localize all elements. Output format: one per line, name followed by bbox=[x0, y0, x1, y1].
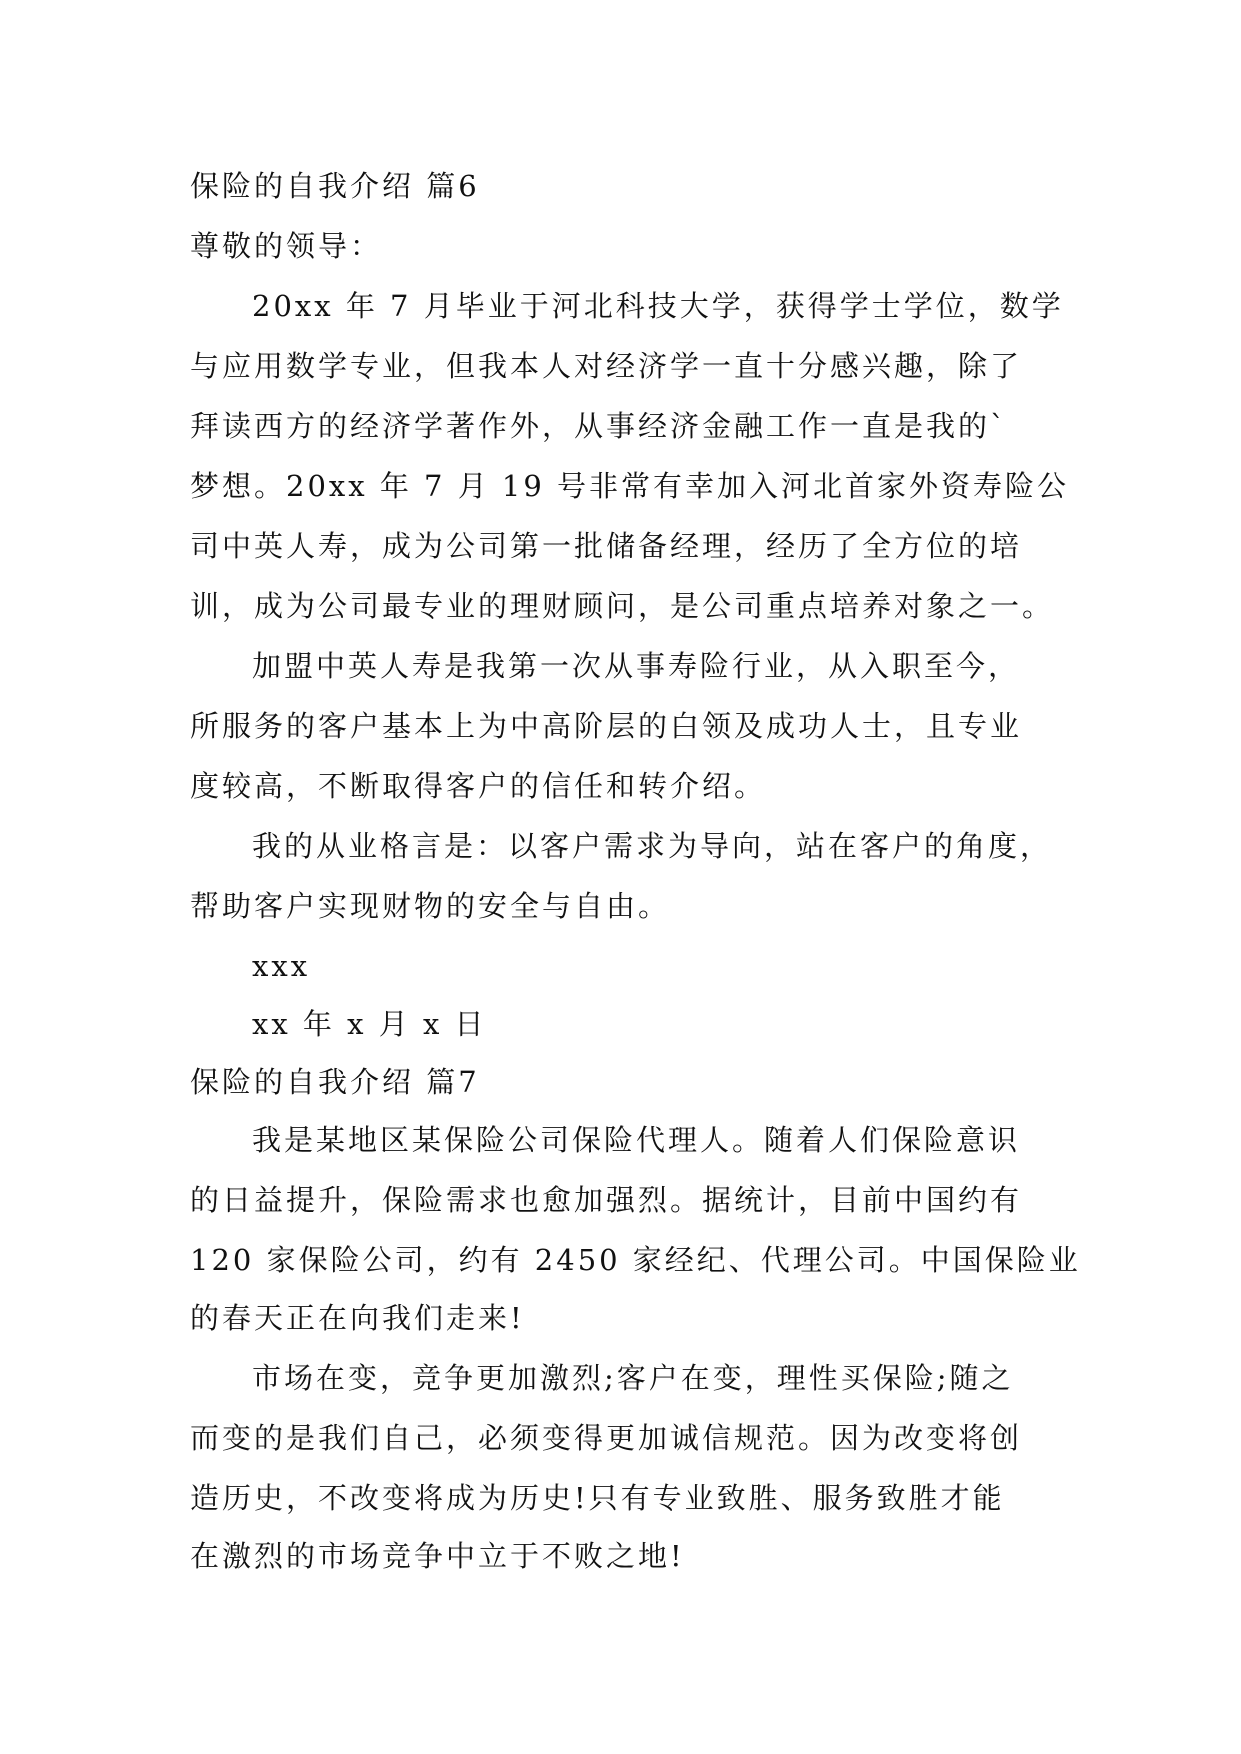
paragraph-line: 与应用数学专业，但我本人对经济学一直十分感兴趣，除了 bbox=[190, 349, 1023, 383]
paragraph-line: 的日益提升，保险需求也愈加强烈。据统计，目前中国约有 bbox=[190, 1183, 1023, 1217]
paragraph-line: 度较高，不断取得客户的信任和转介绍。 bbox=[190, 769, 767, 803]
salutation: 尊敬的领导： bbox=[190, 229, 383, 263]
signature: xxx bbox=[252, 949, 311, 983]
section-heading-7: 保险的自我介绍 篇7 bbox=[190, 1065, 480, 1099]
paragraph-line: 造历史，不改变将成为历史!只有专业致胜、服务致胜才能 bbox=[190, 1481, 1005, 1515]
paragraph-line: 的春天正在向我们走来! bbox=[190, 1301, 525, 1335]
paragraph-line: 司中英人寿，成为公司第一批储备经理，经历了全方位的培 bbox=[190, 529, 1023, 563]
paragraph-line: 我是某地区某保险公司保险代理人。随着人们保险意识 bbox=[252, 1123, 1021, 1157]
paragraph-line: 加盟中英人寿是我第一次从事寿险行业，从入职至今， bbox=[252, 649, 1021, 683]
paragraph-line: 在激烈的市场竞争中立于不败之地! bbox=[190, 1539, 685, 1573]
paragraph-line: 而变的是我们自己，必须变得更加诚信规范。因为改变将创 bbox=[190, 1421, 1023, 1455]
paragraph-line: 市场在变，竞争更加激烈;客户在变，理性买保险;随之 bbox=[252, 1361, 1014, 1395]
paragraph-line: 帮助客户实现财物的安全与自由。 bbox=[190, 889, 671, 923]
paragraph-line: 120 家保险公司，约有 2450 家经纪、代理公司。中国保险业 bbox=[190, 1243, 1081, 1277]
paragraph-line: 训，成为公司最专业的理财顾问，是公司重点培养对象之一。 bbox=[190, 589, 1055, 623]
paragraph-line: 20xx 年 7 月毕业于河北科技大学，获得学士学位，数学 bbox=[252, 289, 1064, 323]
paragraph-line: 所服务的客户基本上为中高阶层的白领及成功人士，且专业 bbox=[190, 709, 1023, 743]
paragraph-line: 拜读西方的经济学著作外，从事经济金融工作一直是我的` bbox=[190, 409, 1008, 443]
section-heading-6: 保险的自我介绍 篇6 bbox=[190, 169, 480, 203]
paragraph-line: 梦想。20xx 年 7 月 19 号非常有幸加入河北首家外资寿险公 bbox=[190, 469, 1070, 503]
date-line: xx 年 x 月 x 日 bbox=[252, 1007, 487, 1041]
paragraph-line: 我的从业格言是：以客户需求为导向，站在客户的角度， bbox=[252, 829, 1053, 863]
